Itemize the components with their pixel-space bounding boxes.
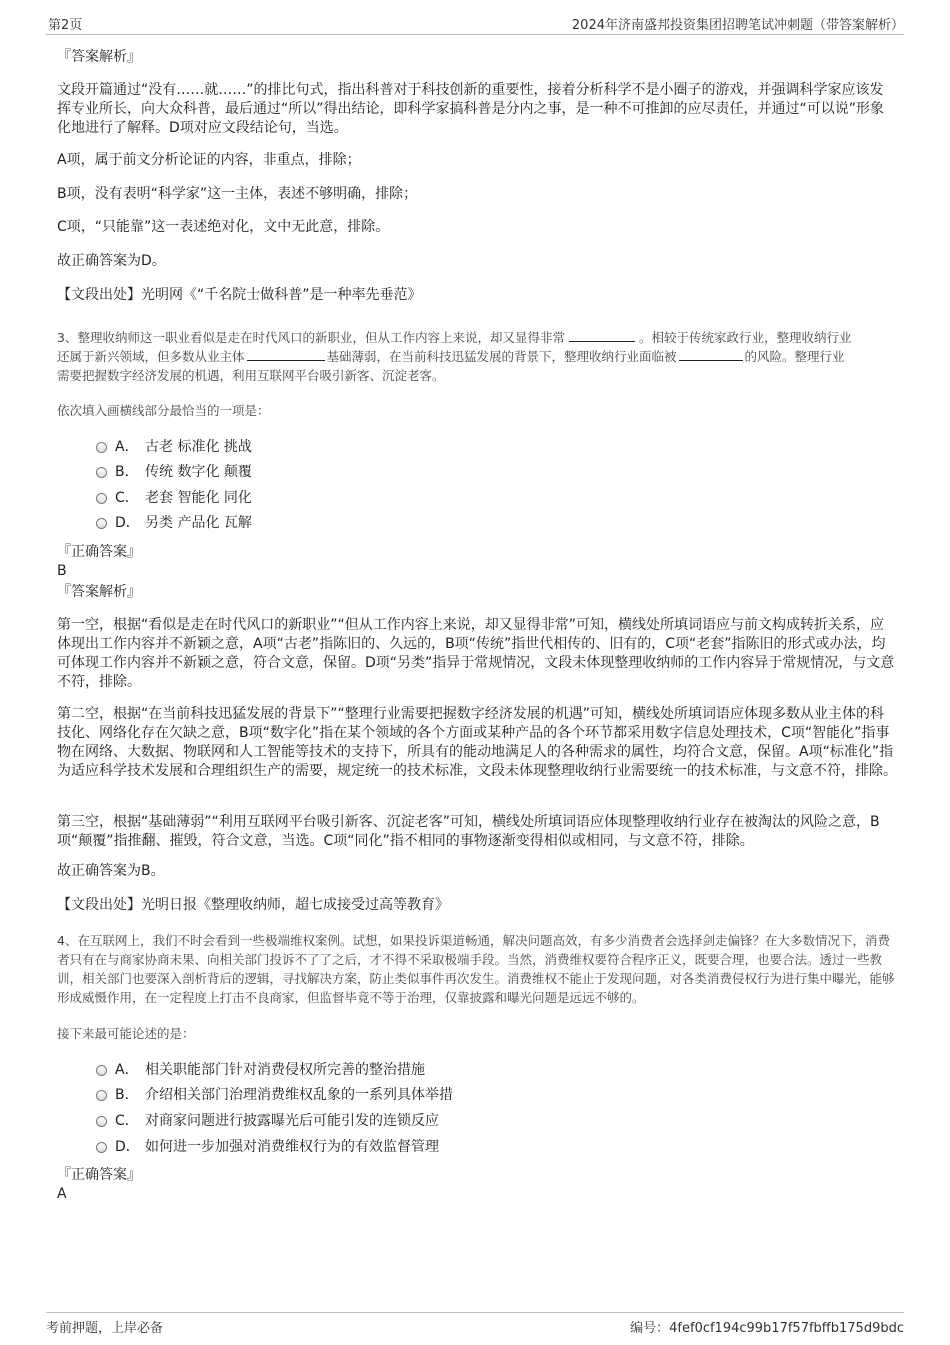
radio-icon[interactable] — [96, 1065, 107, 1076]
q2-option-b-analysis: B项，没有表明“科学家”这一主体，表述不够明确，排除； — [57, 186, 418, 202]
page-header — [46, 14, 904, 35]
radio-icon[interactable] — [96, 493, 107, 504]
q3-option-b[interactable]: B． 传统 数字化 颠覆 — [96, 462, 252, 482]
q4-option-d[interactable]: D． 如何进一步加强对消费维权行为的有效监督管理 — [96, 1137, 439, 1157]
radio-icon[interactable] — [96, 1090, 107, 1101]
q4-answer-head: 『正确答案』 — [57, 1167, 141, 1183]
footer-slogan: 考前押题，上岸必备 — [46, 1321, 164, 1336]
q2-option-c-analysis: C项，“只能靠”这一表述绝对化，文中无此意，排除。 — [57, 219, 390, 235]
radio-icon[interactable] — [96, 1142, 107, 1153]
radio-icon[interactable] — [96, 518, 107, 529]
q4-option-c[interactable]: C． 对商家问题进行披露曝光后可能引发的连锁反应 — [96, 1111, 439, 1131]
q2-analysis-head: 『答案解析』 — [57, 49, 141, 65]
radio-icon[interactable] — [96, 467, 107, 478]
q2-analysis-para: 文段开篇通过“没有……就……”的排比句式，指出科普对于科技创新的重要性，接着分析科学不是小圈子的游戏，并强调科学家应该发挥专业所长，向大众科普，最后通过“所以”得出结论，即科学家搞科普是分内之事，是一种不可推卸的应尽责任，并通过“可以说”形象化地进行了解释。D项对应文段结论句，当选。 — [57, 82, 885, 136]
page-number: 第2页 — [48, 18, 83, 33]
q4-option-a[interactable]: A． 相关职能部门针对消费侵权所完善的整治措施 — [96, 1060, 425, 1080]
q3-analysis-para-2: 第二空，根据“在当前科技迅猛发展的背景下”“整理行业需要把握数字经济发展的机遇”可知，横线处所填词语应体现多数从业主体的科技化、网络化存在欠缺之意，B项“数字化”指在某个领域的各个方面或某种产品的各个环节都采用数字信息处理技术，C项“智能化”指事物在网络、大数据、物联网和人工智能等技术的支持下，所具有的能动地满足人的各种需求的属性，均符合文意，保留。A项“标准化”指为适应科学技术发展和合理组织生产的需要，规定统一的技术标准，文段未体现整理收纳行业需要统一的技术标准，与文意不符，排除。 — [57, 706, 897, 779]
blank-3 — [679, 348, 743, 361]
q3-option-c[interactable]: C． 老套 智能化 同化 — [96, 488, 252, 508]
blank-1 — [569, 329, 635, 342]
radio-icon[interactable] — [96, 1116, 107, 1127]
q2-option-a-analysis: A项，属于前文分析论证的内容，非重点，排除； — [57, 152, 361, 168]
q4-prompt: 接下来最可能论述的是： — [57, 1026, 195, 1041]
q3-answer-head: 『正确答案』 — [57, 544, 141, 560]
q4-option-b[interactable]: B． 介绍相关部门治理消费维权乱象的一系列具体举措 — [96, 1085, 453, 1105]
q3-answer: B — [57, 563, 67, 579]
page-footer — [46, 1312, 904, 1336]
q3-option-d[interactable]: D． 另类 产品化 瓦解 — [96, 513, 252, 533]
q3-analysis-para-1: 第一空，根据“看似是走在时代风口的新职业”“但从工作内容上来说，却又显得非常”可知，横线处所填词语应与前文构成转折关系，应体现出工作内容并不新颖之意，A项“古老”指陈旧的、久远的，B项“传统”指世代相传的、旧有的，C项“老套”指陈旧的形式或办法，均可体现工作内容并不新颖之意，符合文意，保留。D项“另类”指异于常规情况，文段未体现整理收纳师的工作内容异于常规情况，与文意不符，排除。 — [57, 617, 895, 690]
blank-2 — [247, 348, 325, 361]
q3-analysis-head: 『答案解析』 — [57, 584, 141, 600]
q4-stem: 4、在互联网上，我们不时会看到一些极端维权案例。试想，如果投诉渠道畅通，解决问题高效，有多少消费者会选择剑走偏锋？在大多数情况下，消费者只有在与商家协商未果、向相关部门投诉不了了之后，才不得不采取极端手段。当然，消费维权要符合程序正义，既要合理，也要合法。透过一些教训，相关部门也要深入剖析背后的逻辑，寻找解决方案，防止类似事件再次发生。消费维权不能止于发现问题，对各类消费侵权行为进行集中曝光，能够形成威慑作用，在一定程度上打击不良商家，但监督毕竟不等于治理，仅靠披露和曝光问题是远远不够的。 — [57, 933, 895, 1005]
q4-answer: A — [57, 1186, 67, 1202]
q3-conclusion: 故正确答案为B。 — [57, 863, 165, 879]
q3-option-a[interactable]: A． 古老 标准化 挑战 — [96, 437, 252, 457]
document-id: 编号：4fef0cf194c99b17f57fbffb175d9bdc — [630, 1321, 904, 1336]
q2-conclusion: 故正确答案为D。 — [57, 253, 166, 269]
q3-source: 【文段出处】光明日报《整理收纳师，超七成接受过高等教育》 — [57, 897, 449, 913]
document-title: 2024年济南盛邦投资集团招聘笔试冲刺题（带答案解析） — [571, 18, 904, 33]
q3-prompt: 依次填入画横线部分最恰当的一项是： — [57, 403, 270, 418]
q3-analysis-para-3: 第三空，根据“基础薄弱”“利用互联网平台吸引新客、沉淀老客”可知，横线处所填词语应体现整理收纳行业存在被淘汰的风险之意，B项“颠覆”指推翻、摧毁，符合文意，当选。C项“同化”指不相同的事物逐渐变得相似或相同，与文意不符，排除。 — [57, 814, 880, 849]
q3-stem: 3、整理收纳师这一职业看似是走在时代风口的新职业，但从工作内容上来说，却又显得非常 。相较于传统家政行业，整理收纳行业 还属于新兴领域，但多数从业主体 基础薄弱，在当前科技迅猛发展的背景下，整理收纳行业面临被 的风险。整理行业 需要把握数字经济发展的机遇，利用互联网平台吸引新客、沉淀老客。 — [57, 330, 852, 383]
radio-icon[interactable] — [96, 442, 107, 453]
q2-source: 【文段出处】光明网《“千名院士做科普”是一种率先垂范》 — [57, 287, 422, 303]
